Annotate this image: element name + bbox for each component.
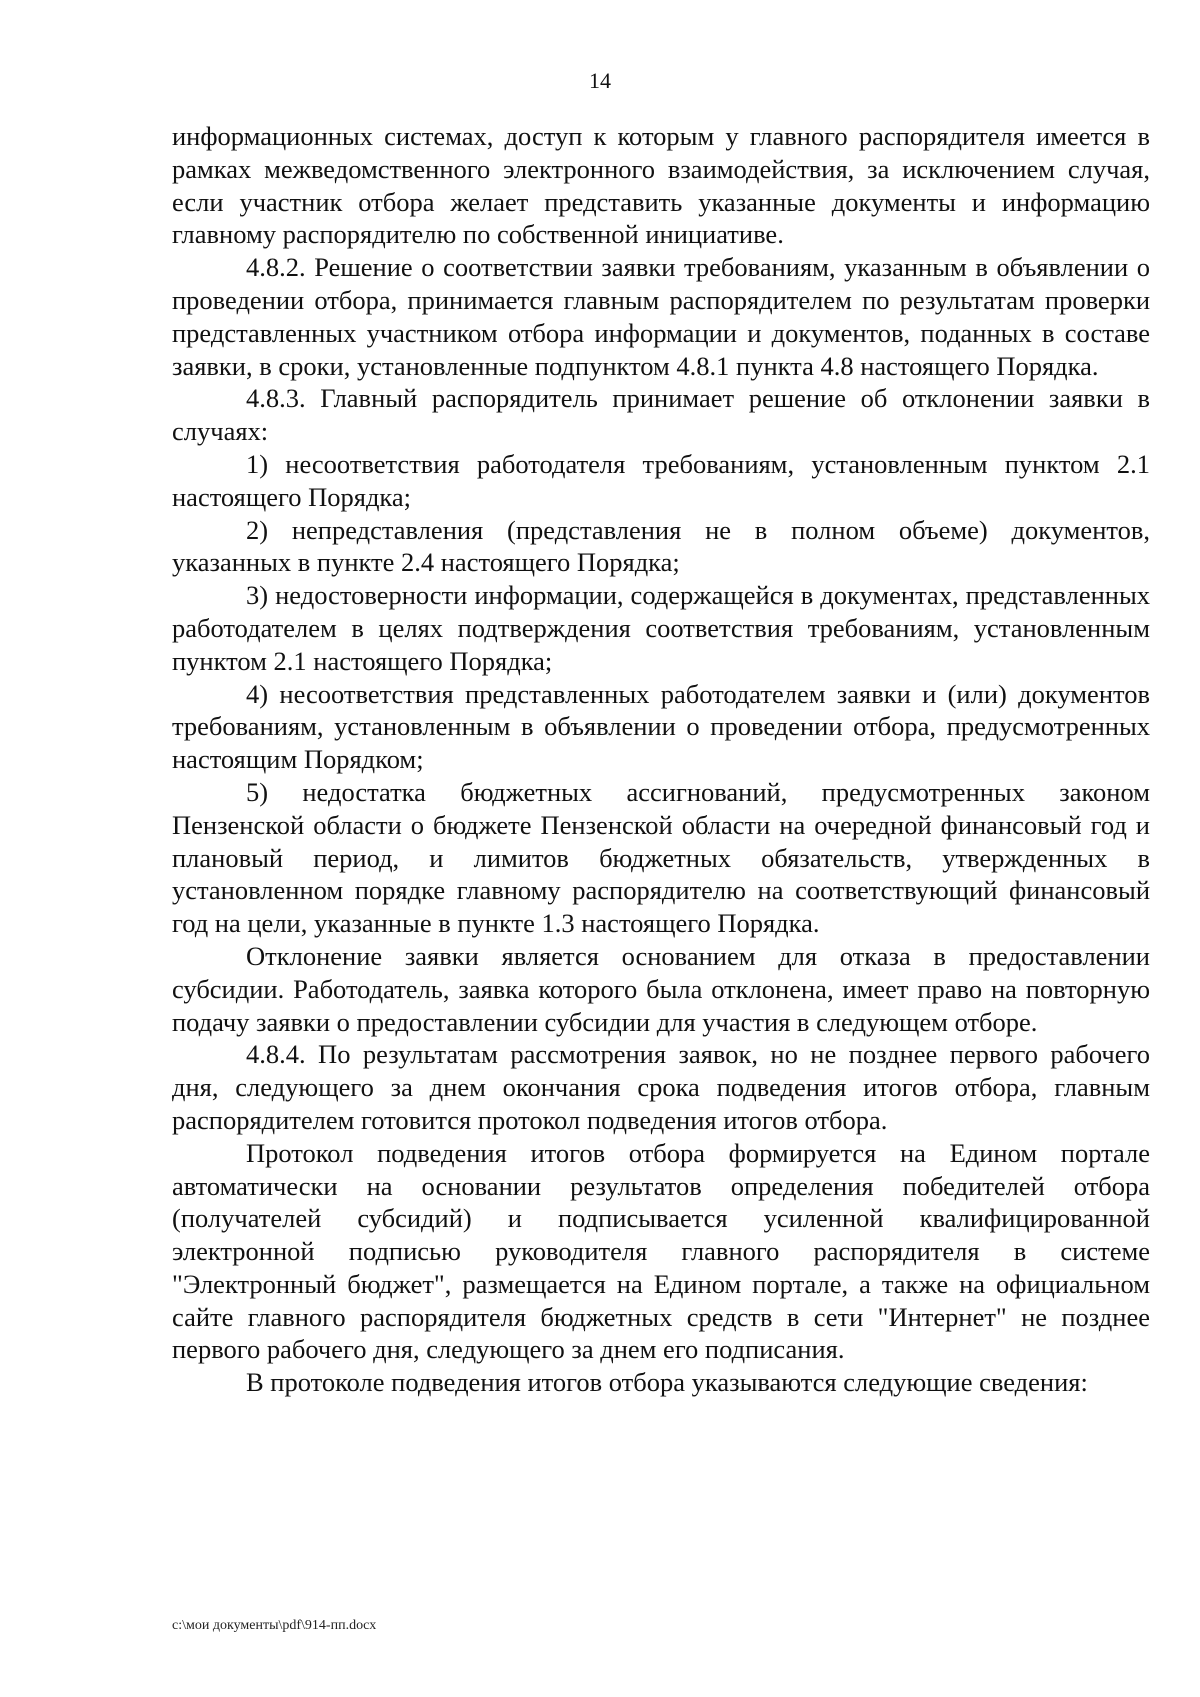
paragraph: 4.8.2. Решение о соответствии заявки требованиям, указанным в объявлении о проведении отбора, принимается главным распорядителем по результатам проверки представленных участником отбора информации и документов, поданных в составе заявки, в сроки, установленные подпунктом 4.8.1 пункта 4.8 настоящего Порядка.: [172, 252, 1150, 381]
paragraph: Протокол подведения итогов отбора формируется на Едином портале автоматически на основании результатов определения победителей отбора (получателей субсидий) и подписывается усиленной квалифицированной электронной подписью руководителя главного распорядителя в системе "Электронный бюджет", размещается на Едином портале, а также на официальном сайте главного распорядителя бюджетных средств в сети "Интернет" не позднее первого рабочего дня, следующего за днем его подписания.: [172, 1137, 1150, 1365]
paragraph: Отклонение заявки является основанием для отказа в предоставлении субсидии. Работодатель, заявка которого была отклонена, имеет право на повторную подачу заявки о предоставлении субсидии для участия в следующем отборе.: [172, 940, 1150, 1037]
paragraph: 4.8.3. Главный распорядитель принимает решение об отклонении заявки в случаях:: [172, 383, 1150, 447]
list-item: 4) несоответствия представленных работодателем заявки и (или) документов требованиям, установленным в объявлении о проведении отбора, предусмотренных настоящим Порядком;: [172, 678, 1150, 775]
document-body: [172, 120, 1150, 1399]
list-item: 2) непредставления (представления не в полном объеме) документов, указанных в пункте 2.4 настоящего Порядка;: [172, 514, 1150, 578]
paragraph: 4.8.4. По результатам рассмотрения заявок, но не позднее первого рабочего дня, следующего за днем окончания срока подведения итогов отбора, главным распорядителем готовится протокол подведения итогов отбора.: [172, 1039, 1150, 1135]
page-number: 14: [589, 68, 611, 93]
list-item: 3) недостоверности информации, содержащейся в документах, представленных работодателем в целях подтверждения соответствия требованиям, установленным пунктом 2.1 настоящего Порядка;: [172, 580, 1150, 676]
paragraph: информационных системах, доступ к которым у главного распорядителя имеется в рамках межведомственного электронного взаимодействия, за исключением случая, если участник отбора желает представить указанные документы и информацию главному распорядителю по собственной инициативе.: [172, 121, 1150, 250]
paragraph: В протоколе подведения итогов отбора указываются следующие сведения:: [246, 1367, 1088, 1398]
list-item: 1) несоответствия работодателя требованиям, установленным пунктом 2.1 настоящего Порядка;: [172, 448, 1150, 512]
list-item: 5) недостатка бюджетных ассигнований, предусмотренных законом Пензенской области о бюджете Пензенской области на очередной финансовый год и плановый период, и лимитов бюджетных обязательств, утвержденных в установленном порядке главному распорядителю на соответствующий финансовый год на цели, указанные в пункте 1.3 настоящего Порядка.: [172, 776, 1150, 939]
footer-file-path: c:\мои документы\pdf\914-пп.docx: [172, 1618, 377, 1633]
